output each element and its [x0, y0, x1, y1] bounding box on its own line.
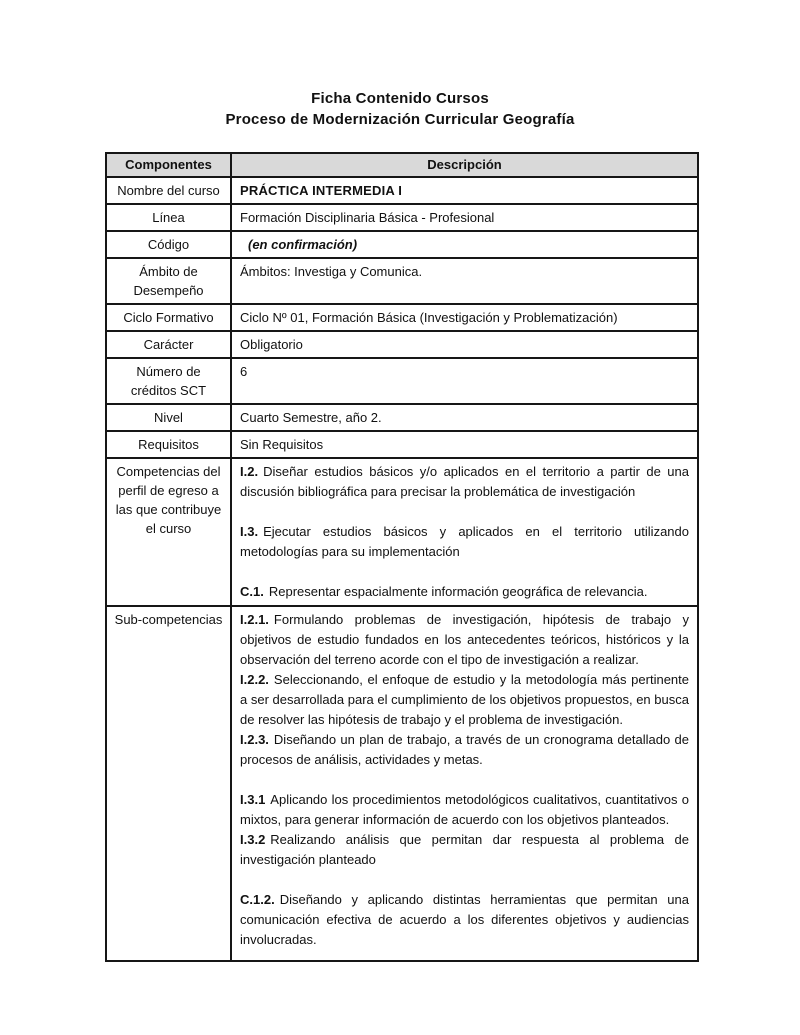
row-value: Sin Requisitos: [231, 431, 698, 458]
competencia-code: I.2.: [240, 464, 259, 479]
subcompetencia-item: [240, 790, 689, 830]
subcompetencia-code: I.3.1: [240, 792, 266, 807]
row-value: Obligatorio: [231, 331, 698, 358]
row-label: Línea: [106, 204, 231, 231]
competencia-item: [240, 522, 689, 562]
subcompetencia-text: Seleccionando, el enfoque de estudio y la metodología más pertinente a ser desarrollada para el cumplimiento de los objetivos propuestos, en busca de resolver las hipótesis de trabajo y el problema de investigación.: [240, 672, 689, 727]
row-label: Código: [106, 231, 231, 258]
row-value: (en confirmación): [231, 231, 698, 258]
subcompetencia-item: [240, 610, 689, 670]
row-label: Ámbito de Desempeño: [106, 258, 231, 304]
row-nombre-del-curso: [106, 177, 698, 204]
row-caracter: [106, 331, 698, 358]
subcompetencia-text: Realizando análisis que permitan dar respuesta al problema de investigación planteado: [240, 832, 689, 867]
competencia-item: [240, 462, 689, 502]
competencia-item: [240, 582, 689, 602]
header-descripcion: Descripción: [231, 153, 698, 177]
subcompetencia-code: I.3.2: [240, 832, 266, 847]
row-linea: [106, 204, 698, 231]
title-line-2: Proceso de Modernización Curricular Geografía: [225, 111, 575, 128]
row-label: Número de créditos SCT: [106, 358, 231, 404]
row-codigo: [106, 231, 698, 258]
subcompetencia-text: Formulando problemas de investigación, hipótesis de trabajo y objetivos de estudio fundados en los antecedentes teóricos, históricos y la observación del terreno acorde con el tipo de investigación a realizar.: [240, 612, 689, 667]
row-requisitos: [106, 431, 698, 458]
row-value: Cuarto Semestre, año 2.: [231, 404, 698, 431]
subcompetencias-cell: [231, 606, 698, 961]
table-header-row: [106, 153, 698, 177]
course-info-table: [105, 152, 699, 962]
competencia-text: Representar espacialmente información geográfica de relevancia.: [268, 584, 648, 599]
document-title: [0, 88, 800, 130]
subcompetencia-item: [240, 730, 689, 770]
row-value: PRÁCTICA INTERMEDIA I: [231, 177, 698, 204]
row-nivel: [106, 404, 698, 431]
row-label: Nombre del curso: [106, 177, 231, 204]
row-label: Ciclo Formativo: [106, 304, 231, 331]
header-componentes: Componentes: [106, 153, 231, 177]
row-label: Requisitos: [106, 431, 231, 458]
competencia-code: C.1.: [240, 584, 264, 599]
subcompetencia-code: I.2.3.: [240, 732, 269, 747]
subcompetencia-code: I.2.2.: [240, 672, 269, 687]
row-label: Carácter: [106, 331, 231, 358]
competencias-cell: [231, 458, 698, 606]
subcompetencia-item: [240, 830, 689, 870]
subcompetencia-code: C.1.2.: [240, 892, 275, 907]
row-numero-creditos-sct: [106, 358, 698, 404]
competencia-text: Ejecutar estudios básicos y aplicados en el territorio utilizando metodologías para su implementación: [240, 524, 689, 559]
title-line-1: Ficha Contenido Cursos: [311, 90, 489, 107]
subcompetencia-code: I.2.1.: [240, 612, 269, 627]
subcompetencia-text: Diseñando y aplicando distintas herramientas que permitan una comunicación efectiva de acuerdo a los diferentes objetivos y audiencias involucradas.: [240, 892, 689, 947]
competencia-code: I.3.: [240, 524, 259, 539]
row-ambito-de-desempeno: [106, 258, 698, 304]
row-subcompetencias: [106, 606, 698, 961]
row-label: Nivel: [106, 404, 231, 431]
competencia-text: Diseñar estudios básicos y/o aplicados en el territorio a partir de una discusión bibliográfica para precisar la problemática de investigación: [240, 464, 689, 499]
subcompetencia-text: Aplicando los procedimientos metodológicos cualitativos, cuantitativos o mixtos, para generar información de acuerdo con los objetivos planteados.: [240, 792, 689, 827]
subcompetencia-item: [240, 890, 689, 950]
row-value: 6: [231, 358, 698, 404]
row-competencias: [106, 458, 698, 606]
row-value: Formación Disciplinaria Básica - Profesional: [231, 204, 698, 231]
row-label: Competencias del perfil de egreso a las que contribuye el curso: [106, 458, 231, 606]
row-value: Ciclo Nº 01, Formación Básica (Investigación y Problematización): [231, 304, 698, 331]
row-label: Sub-competencias: [106, 606, 231, 961]
subcompetencia-text: Diseñando un plan de trabajo, a través de un cronograma detallado de procesos de análisis, actividades y metas.: [240, 732, 689, 767]
row-ciclo-formativo: [106, 304, 698, 331]
subcompetencia-item: [240, 670, 689, 730]
row-value: Ámbitos: Investiga y Comunica.: [231, 258, 698, 304]
